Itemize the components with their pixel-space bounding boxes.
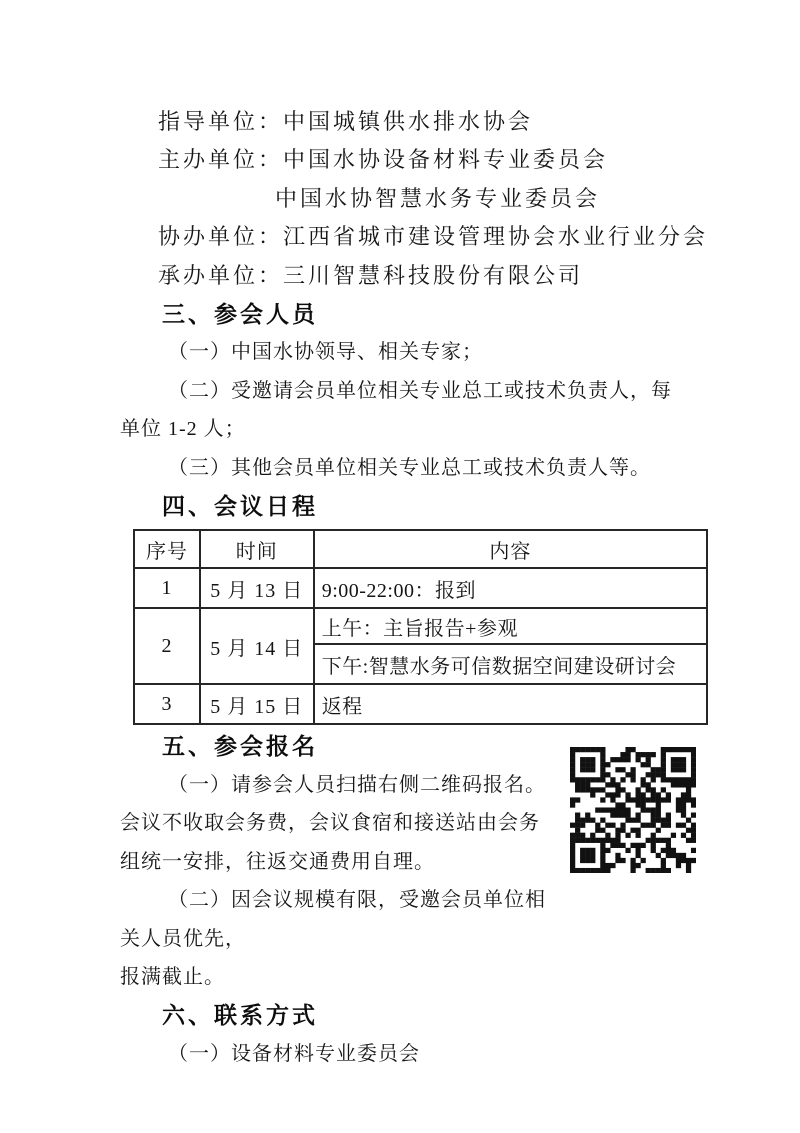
section-participants [120,333,708,487]
cell-content: 返程 [314,684,707,724]
organizer-line: 主办单位：中国水协设备材料专业委员会 [158,147,609,173]
column-header-date: 时间 [200,530,314,568]
cell-date: 5 月 13 日 [200,568,314,608]
paragraph-line: （一）请参会人员扫描右侧二维码报名。 [168,773,546,796]
cell-content: 9:00-22:00：报到 [314,568,707,608]
cell-no: 1 [134,568,200,608]
cell-date: 5 月 15 日 [200,684,314,724]
paragraph-line: 报满截止。 [120,965,225,988]
cell-no: 3 [134,684,200,724]
cell-content: 上午：主旨报告+参观 [314,608,707,644]
cell-no: 2 [134,608,200,684]
cell-date: 5 月 14 日 [200,608,314,684]
paragraph-line: （二）受邀请会员单位相关专业总工或技术负责人，每 [168,379,672,402]
table-row [134,608,707,644]
section-heading-participants: 三、参会人员 [162,301,318,328]
paragraph-line: （二）因会议规模有限，受邀会员单位相关人员优先， [120,889,546,950]
paragraph-line: 组统一安排，往返交通费用自理。 [120,850,435,873]
section-heading-contact: 六、联系方式 [162,1002,318,1029]
column-header-no: 序号 [134,530,200,568]
organizer-line: 指导单位：中国城镇供水排水协会 [158,109,534,134]
organizer-line: 承办单位：三川智慧科技股份有限公司 [158,262,584,288]
organizer-block [120,103,708,295]
section-heading-registration: 五、参会报名 [162,733,318,760]
table-row [134,684,707,724]
section-heading-schedule: 四、会议日程 [162,493,318,520]
paragraph-line: （一）中国水协领导、相关专家； [168,341,483,364]
section-registration [120,727,708,996]
table-row [134,568,707,608]
schedule-table [133,529,708,725]
paragraph-line: （一）设备材料专业委员会 [168,1042,420,1065]
registration-qr-code [570,747,696,873]
column-header-content: 内容 [314,530,707,568]
paragraph-line: 单位 1-2 人； [120,418,246,441]
cell-content: 下午:智慧水务可信数据空间建设研讨会 [314,644,707,684]
organizer-line-continuation: 中国水协智慧水务专业委员会 [275,185,601,211]
paragraph-line: 会议不收取会务费，会议食宿和接送站由会务 [120,812,540,835]
table-header-row [134,530,707,568]
organizer-line: 协办单位：江西省城市建设管理协会水业行业分会 [158,224,709,250]
qr-code-icon [570,747,696,873]
paragraph-line: （三）其他会员单位相关专业总工或技术负责人等。 [168,456,651,479]
